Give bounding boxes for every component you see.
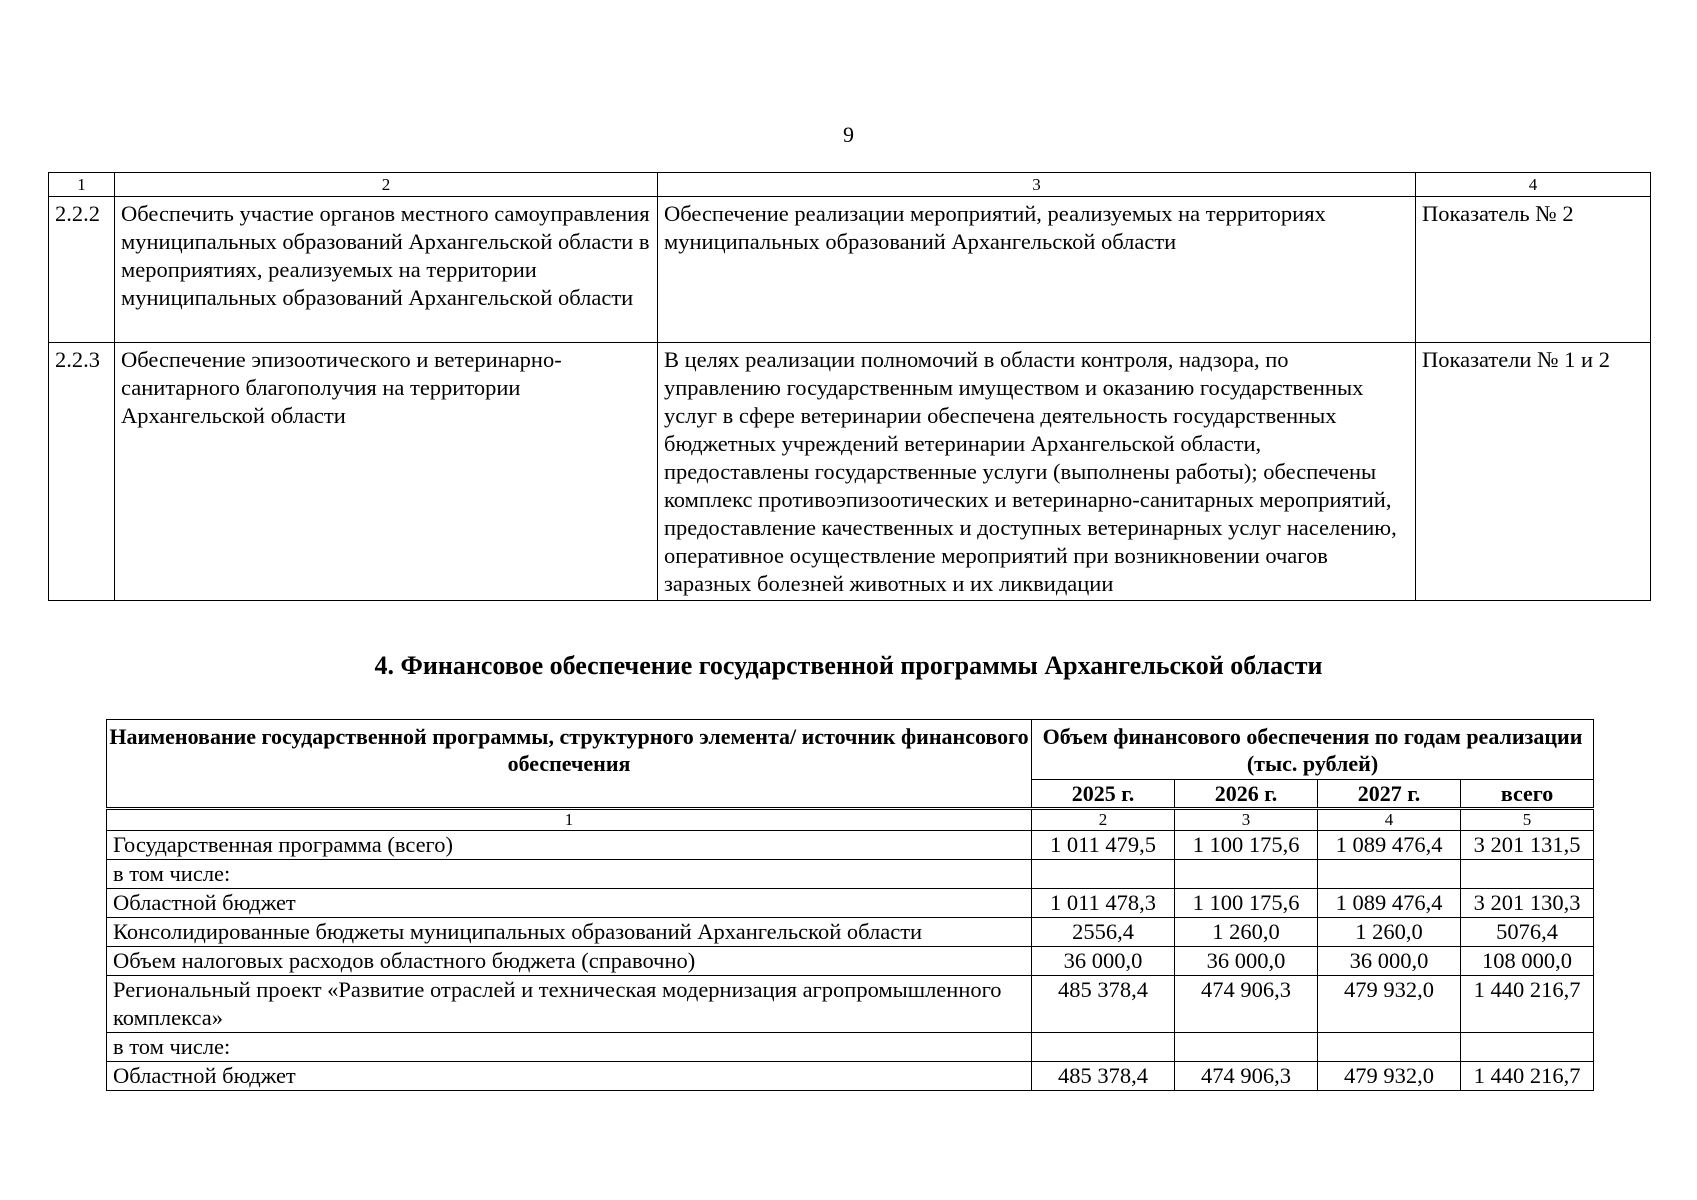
value-cell: 1 440 216,7 bbox=[1461, 976, 1594, 1033]
value-cell: 1 011 479,5 bbox=[1032, 831, 1175, 860]
table-row bbox=[49, 197, 1651, 343]
indicator-text: Показатель № 2 bbox=[1416, 197, 1651, 343]
row-name: в том числе: bbox=[107, 860, 1032, 889]
column-numbers-row bbox=[107, 809, 1594, 831]
value-cell: 485 378,4 bbox=[1032, 976, 1175, 1033]
table-row bbox=[49, 343, 1651, 601]
value-cell: 36 000,0 bbox=[1175, 947, 1318, 976]
value-cell: 479 932,0 bbox=[1318, 1062, 1461, 1091]
column-number: 2 bbox=[115, 173, 658, 197]
result-text: Обеспечение реализации мероприятий, реализуемых на территориях муниципальных образований Архангельской области bbox=[658, 197, 1416, 343]
header-year: 2025 г. bbox=[1032, 780, 1175, 809]
row-name: Государственная программа (всего) bbox=[107, 831, 1032, 860]
row-name: в том числе: bbox=[107, 1033, 1032, 1062]
value-cell: 3 201 130,3 bbox=[1461, 889, 1594, 918]
value-cell bbox=[1461, 860, 1594, 889]
task-text: Обеспечение эпизоотического и ветеринарно-санитарного благополучия на территории Архангельской области bbox=[115, 343, 658, 601]
column-number: 1 bbox=[107, 809, 1032, 831]
header-year: 2026 г. bbox=[1175, 780, 1318, 809]
column-number: 3 bbox=[658, 173, 1416, 197]
table-row bbox=[107, 918, 1594, 947]
row-name: Областной бюджет bbox=[107, 889, 1032, 918]
table-row bbox=[107, 1062, 1594, 1091]
row-name: Областной бюджет bbox=[107, 1062, 1032, 1091]
table-row bbox=[107, 947, 1594, 976]
table-row bbox=[107, 860, 1594, 889]
column-number: 1 bbox=[49, 173, 115, 197]
row-name: Консолидированные бюджеты муниципальных образований Архангельской области bbox=[107, 918, 1032, 947]
table-row bbox=[107, 976, 1594, 1033]
table-row bbox=[107, 889, 1594, 918]
table-row bbox=[107, 831, 1594, 860]
value-cell: 1 260,0 bbox=[1175, 918, 1318, 947]
header-total: всего bbox=[1461, 780, 1594, 809]
column-number: 4 bbox=[1318, 809, 1461, 831]
value-cell bbox=[1461, 1033, 1594, 1062]
value-cell: 5076,4 bbox=[1461, 918, 1594, 947]
value-cell: 474 906,3 bbox=[1175, 976, 1318, 1033]
value-cell: 1 100 175,6 bbox=[1175, 831, 1318, 860]
value-cell: 1 440 216,7 bbox=[1461, 1062, 1594, 1091]
value-cell: 3 201 131,5 bbox=[1461, 831, 1594, 860]
table-header-row bbox=[49, 173, 1651, 197]
column-number: 2 bbox=[1032, 809, 1175, 831]
row-name: Объем налоговых расходов областного бюджета (справочно) bbox=[107, 947, 1032, 976]
value-cell bbox=[1175, 860, 1318, 889]
value-cell: 36 000,0 bbox=[1318, 947, 1461, 976]
financing-table bbox=[106, 719, 1594, 1091]
section-title: 4. Финансовое обеспечение государственной программы Архангельской области bbox=[374, 651, 1323, 680]
value-cell bbox=[1318, 1033, 1461, 1062]
value-cell bbox=[1032, 1033, 1175, 1062]
column-number: 3 bbox=[1175, 809, 1318, 831]
item-number: 2.2.2 bbox=[49, 197, 115, 343]
table-row bbox=[107, 1033, 1594, 1062]
value-cell: 1 011 478,3 bbox=[1032, 889, 1175, 918]
value-cell: 1 100 175,6 bbox=[1175, 889, 1318, 918]
value-cell bbox=[1032, 860, 1175, 889]
value-cell: 1 089 476,4 bbox=[1318, 831, 1461, 860]
value-cell bbox=[1175, 1033, 1318, 1062]
value-cell bbox=[1318, 860, 1461, 889]
column-number: 4 bbox=[1416, 173, 1651, 197]
header-volume: Объем финансового обеспечения по годам реализации (тыс. рублей) bbox=[1032, 720, 1594, 780]
value-cell: 1 089 476,4 bbox=[1318, 889, 1461, 918]
column-number: 5 bbox=[1461, 809, 1594, 831]
result-text: В целях реализации полномочий в области контроля, надзора, по управлению государственным имуществом и оказанию государственных услуг в сфере ветеринарии обеспечена деятельность государственных бюджетных учреждений ветеринарии Архангельской области, предоставлены государственные услуги (выполнены работы); обеспечены комплекс противоэпизоотических и ветеринарно-санитарных мероприятий, предоставление качественных и доступных ветеринарных услуг населению, оперативное осуществление мероприятий при возникновении очагов заразных болезней животных и их ликвидации bbox=[658, 343, 1416, 601]
value-cell: 108 000,0 bbox=[1461, 947, 1594, 976]
value-cell: 479 932,0 bbox=[1318, 976, 1461, 1033]
value-cell: 474 906,3 bbox=[1175, 1062, 1318, 1091]
header-year: 2027 г. bbox=[1318, 780, 1461, 809]
indicator-text: Показатели № 1 и 2 bbox=[1416, 343, 1651, 601]
measures-table bbox=[48, 172, 1651, 601]
page-number: 9 bbox=[843, 122, 854, 147]
item-number: 2.2.3 bbox=[49, 343, 115, 601]
value-cell: 1 260,0 bbox=[1318, 918, 1461, 947]
table-header-row bbox=[107, 720, 1594, 780]
value-cell: 2556,4 bbox=[1032, 918, 1175, 947]
task-text: Обеспечить участие органов местного самоуправления муниципальных образований Архангельской области в мероприятиях, реализуемых на территории муниципальных образований Архангельской области bbox=[115, 197, 658, 343]
value-cell: 485 378,4 bbox=[1032, 1062, 1175, 1091]
row-name: Региональный проект «Развитие отраслей и техническая модернизация агропромышленного комплекса» bbox=[107, 976, 1032, 1033]
value-cell: 36 000,0 bbox=[1032, 947, 1175, 976]
header-name: Наименование государственной программы, структурного элемента/ источник финансового обеспечения bbox=[107, 720, 1032, 809]
